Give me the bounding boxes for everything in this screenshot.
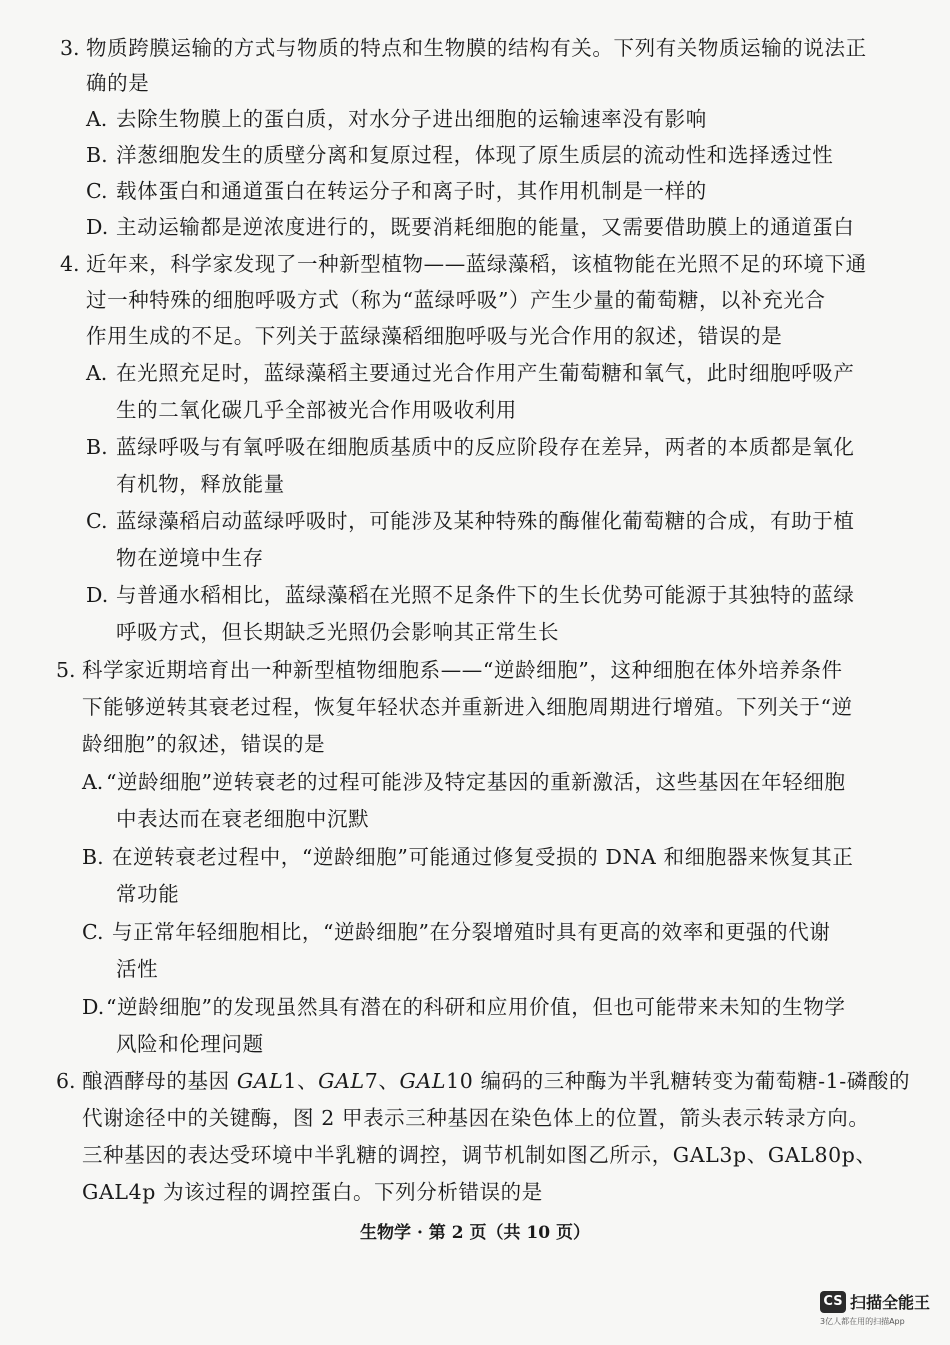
- gene-name: GAL: [236, 1069, 284, 1093]
- option-label: A.: [86, 361, 108, 385]
- question-stem-line: 近年来，科学家发现了一种新型植物——蓝绿藻稻，该植物能在光照不足的环境下通: [86, 252, 867, 276]
- gene-name: GAL: [399, 1069, 447, 1093]
- question-stem-line: 过一种特殊的细胞呼吸方式（称为“蓝绿呼吸”）产生少量的葡萄糖，以补充光合: [86, 288, 826, 312]
- question-number: 6.: [56, 1069, 76, 1093]
- question-stem-line: 科学家近期培育出一种新型植物细胞系——“逆龄细胞”，这种细胞在体外培养条件: [82, 658, 843, 682]
- option-text: “逆龄细胞”逆转衰老的过程可能涉及特定基因的重新激活，这些基因在年轻细胞: [106, 770, 846, 794]
- option-text: 在光照充足时，蓝绿藻稻主要通过光合作用产生葡萄糖和氧气，此时细胞呼吸产: [116, 361, 855, 385]
- question-stem-line: [82, 1066, 910, 1096]
- question-number: 3.: [60, 36, 80, 60]
- option-text: 物在逆境中生存: [116, 546, 264, 570]
- question-stem-line: 下能够逆转其衰老过程，恢复年轻状态并重新进入细胞周期进行增殖。下列关于“逆: [82, 695, 853, 719]
- question-stem-line: 确的是: [86, 71, 150, 95]
- question-stem-line: 龄细胞”的叙述，错误的是: [82, 732, 326, 756]
- question-stem-line: GAL4p 为该过程的调控蛋白。下列分析错误的是: [82, 1180, 543, 1204]
- option-label: B.: [86, 143, 108, 167]
- option-label: A.: [82, 770, 104, 794]
- option-text: 常功能: [116, 882, 180, 906]
- question-number: 5.: [56, 658, 76, 682]
- option-text: “逆龄细胞”的发现虽然具有潜在的科研和应用价值，但也可能带来未知的生物学: [106, 995, 846, 1019]
- option-text: 去除生物膜上的蛋白质，对水分子进出细胞的运输速率没有影响: [116, 107, 707, 131]
- option-text: 载体蛋白和通道蛋白在转运分子和离子时，其作用机制是一样的: [116, 179, 707, 203]
- question-stem-line: 三种基因的表达受环境中半乳糖的调控，调节机制如图乙所示，GAL3p、GAL80p、: [82, 1143, 877, 1167]
- option-text: 生的二氧化碳几乎全部被光合作用吸收利用: [116, 398, 517, 422]
- scanner-watermark: [820, 1290, 931, 1326]
- option-text: 主动运输都是逆浓度进行的，既要消耗细胞的能量，又需要借助膜上的通道蛋白: [116, 215, 855, 239]
- option-text: 中表达而在衰老细胞中沉默: [116, 807, 370, 831]
- option-label: D.: [82, 995, 105, 1019]
- stem-text: 10 编码的三种酶为半乳糖转变为葡萄糖-1-磷酸的: [446, 1069, 911, 1093]
- option-text: 风险和伦理问题: [116, 1032, 264, 1056]
- option-label: C.: [82, 920, 104, 944]
- stem-text: 7、: [364, 1069, 400, 1093]
- question-stem-line: 代谢途径中的关键酶，图 2 甲表示三种基因在染色体上的位置，箭头表示转录方向。: [82, 1106, 870, 1130]
- option-label: B.: [82, 845, 104, 869]
- question-number: 4.: [60, 252, 80, 276]
- option-label: A.: [86, 107, 108, 131]
- option-text: 蓝绿呼吸与有氧呼吸在细胞质基质中的反应阶段存在差异，两者的本质都是氧化: [116, 435, 855, 459]
- option-text: 活性: [116, 957, 159, 981]
- option-text: 有机物，释放能量: [116, 472, 285, 496]
- question-stem-line: 物质跨膜运输的方式与物质的特点和生物膜的结构有关。下列有关物质运输的说法正: [86, 36, 867, 60]
- page-footer: 生物学 · 第 2 页（共 10 页）: [360, 1223, 590, 1243]
- camscanner-logo-icon: CS: [820, 1291, 846, 1313]
- stem-text: 1、: [283, 1069, 319, 1093]
- option-text: 与正常年轻细胞相比，“逆龄细胞”在分裂增殖时具有更高的效率和更强的代谢: [112, 920, 831, 944]
- watermark-name: 扫描全能王: [850, 1293, 931, 1312]
- option-label: B.: [86, 435, 108, 459]
- stem-text: 酿酒酵母的基因: [82, 1069, 237, 1093]
- option-text: 呼吸方式，但长期缺乏光照仍会影响其正常生长: [116, 620, 560, 644]
- option-text: 与普通水稻相比，蓝绿藻稻在光照不足条件下的生长优势可能源于其独特的蓝绿: [116, 583, 855, 607]
- option-text: 洋葱细胞发生的质壁分离和复原过程，体现了原生质层的流动性和选择透过性: [116, 143, 834, 167]
- option-label: D.: [86, 215, 109, 239]
- option-label: D.: [86, 583, 109, 607]
- watermark-tagline: 3亿人都在用的扫描App: [820, 1317, 905, 1326]
- option-label: C.: [86, 179, 108, 203]
- gene-name: GAL: [318, 1069, 365, 1093]
- question-stem-line: 作用生成的不足。下列关于蓝绿藻稻细胞呼吸与光合作用的叙述，错误的是: [86, 324, 783, 348]
- option-text: 在逆转衰老过程中，“逆龄细胞”可能通过修复受损的 DNA 和细胞器来恢复其正: [112, 845, 854, 869]
- option-label: C.: [86, 509, 108, 533]
- option-text: 蓝绿藻稻启动蓝绿呼吸时，可能涉及某种特殊的酶催化葡萄糖的合成，有助于植: [116, 509, 855, 533]
